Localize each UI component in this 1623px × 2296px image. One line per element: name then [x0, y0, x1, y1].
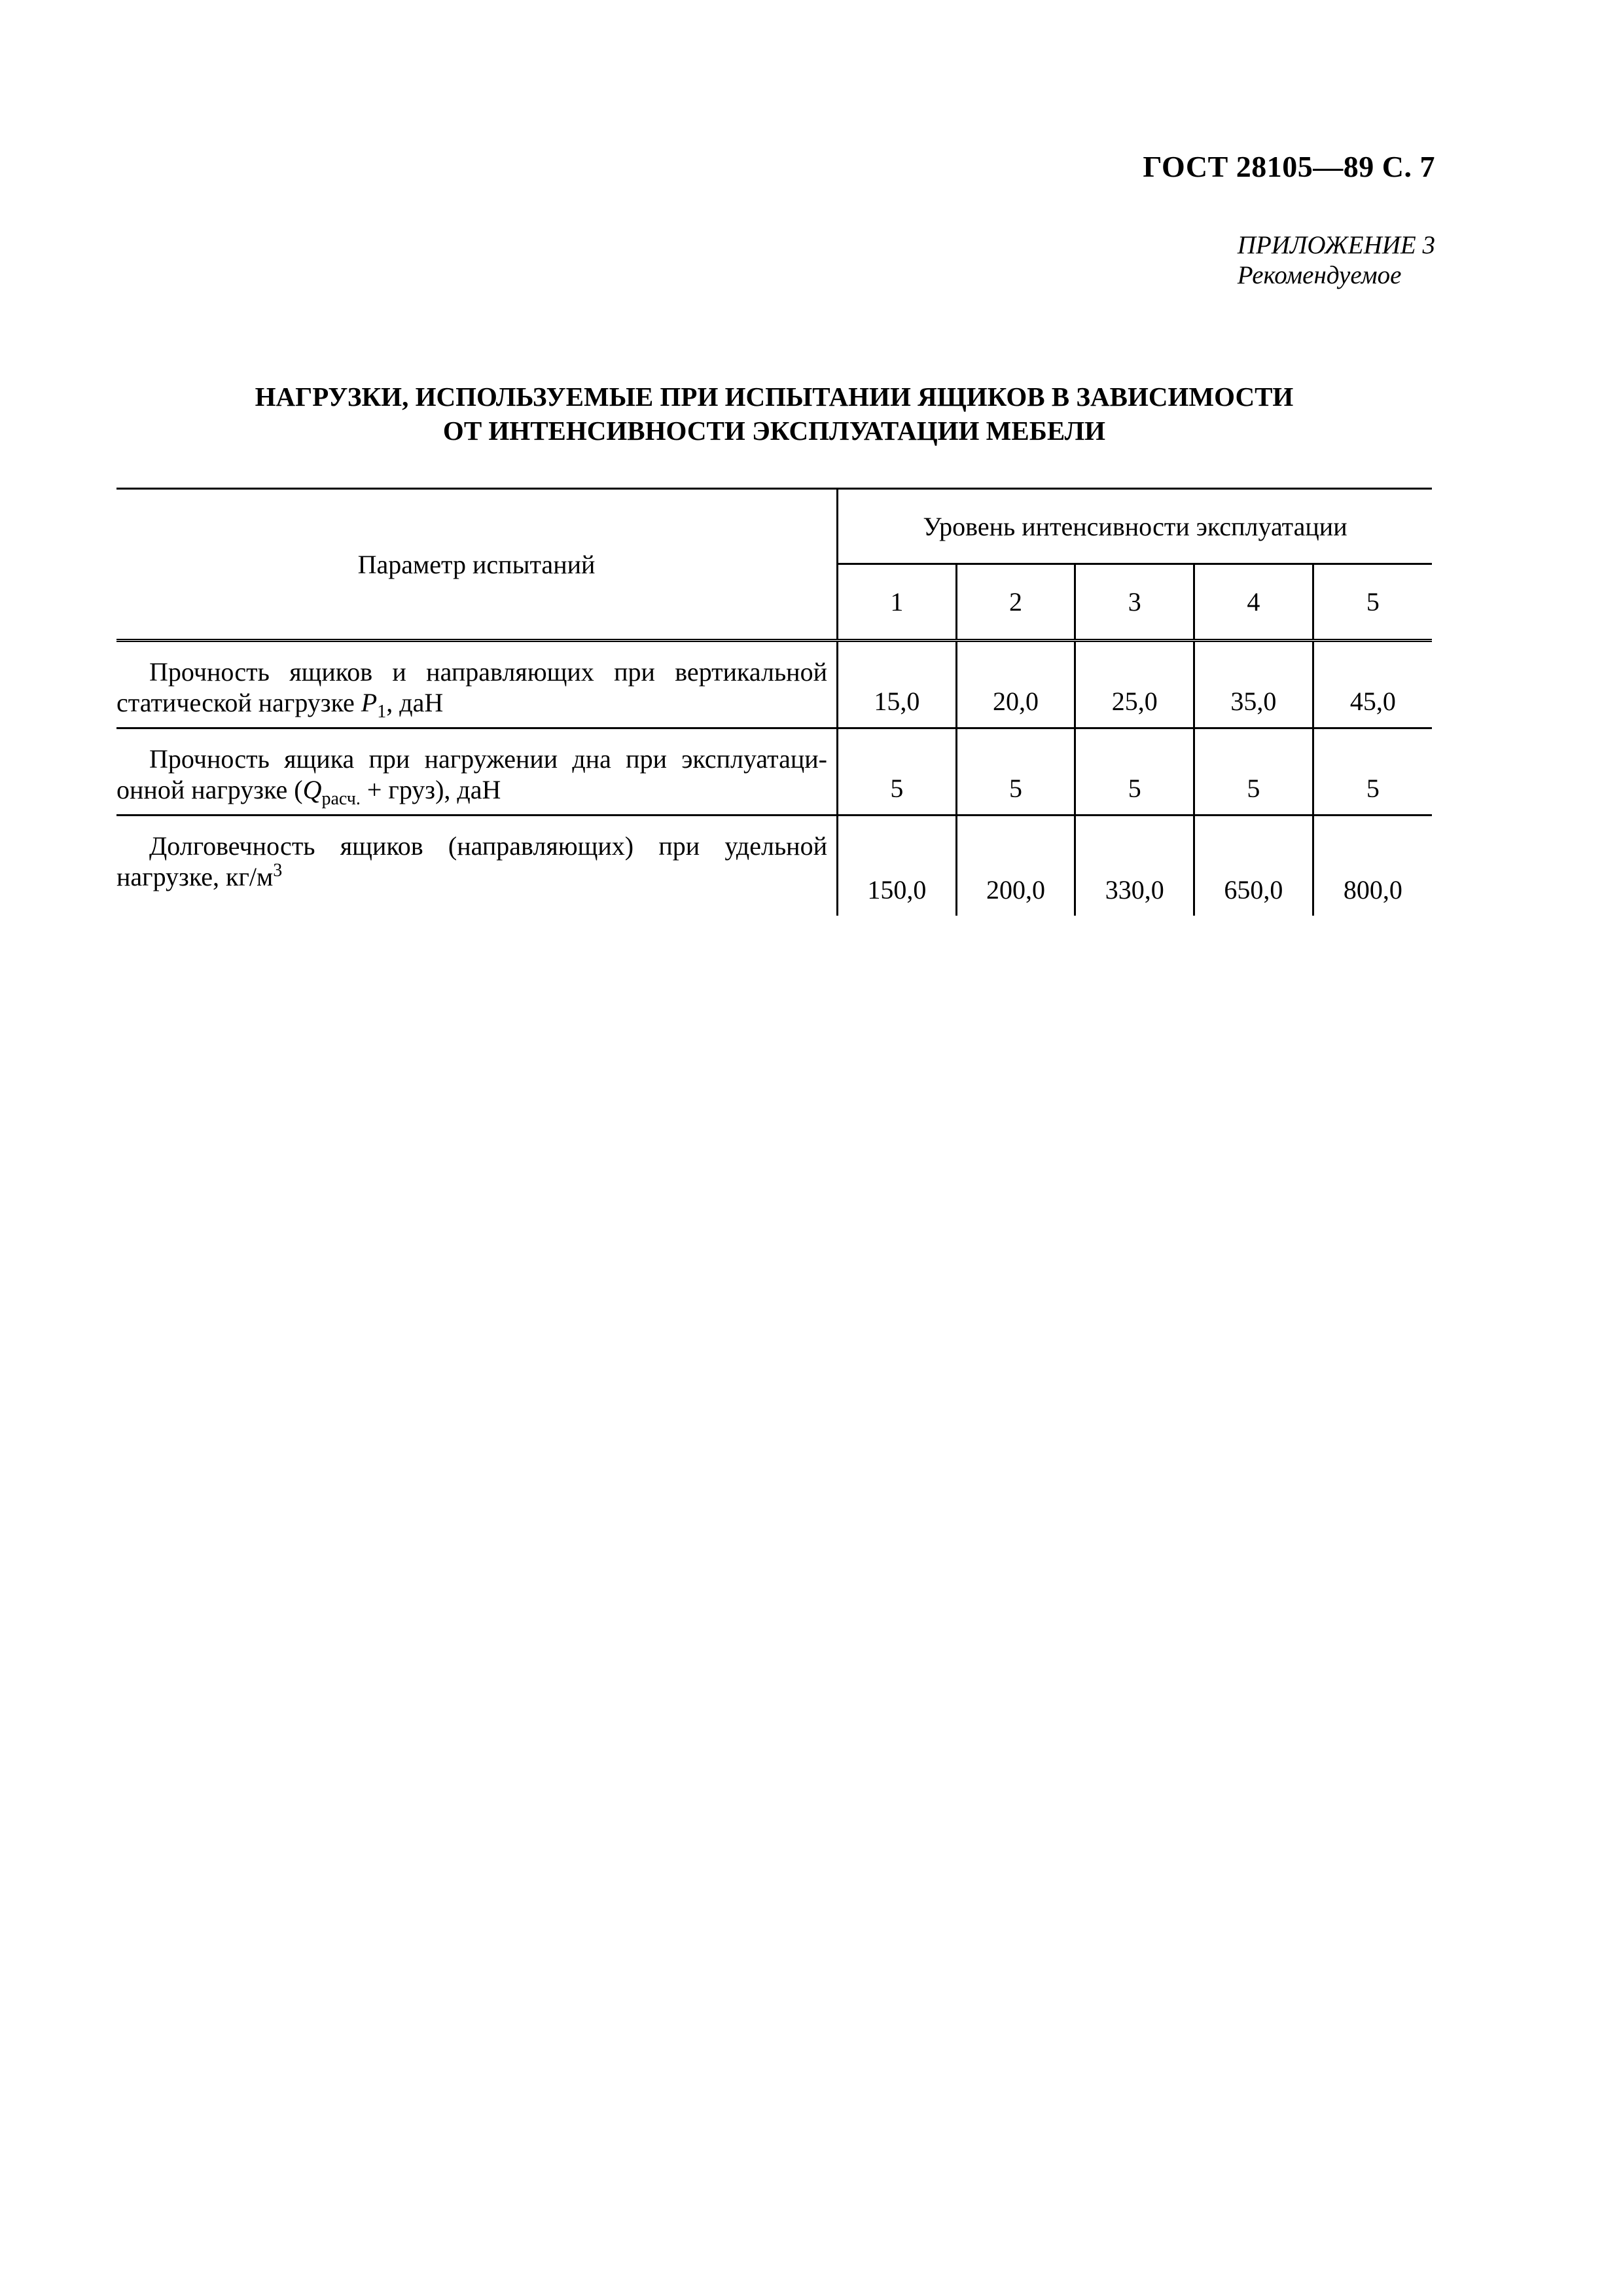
param-cell — [116, 728, 838, 816]
level-header-2: 2 — [956, 564, 1075, 641]
param-text: Прочность ящиков и направляющих при вертикальной статической нагрузке — [116, 657, 827, 717]
table-row — [116, 641, 1432, 728]
param-text: Долговечность ящиков (направляющих) при удельной нагрузке, кг/м — [116, 831, 827, 891]
param-subscript: 1 — [377, 702, 387, 722]
loads-table — [116, 488, 1432, 916]
param-unit: , даН — [386, 688, 444, 717]
param-column-header: Параметр испытаний — [116, 489, 838, 641]
param-symbol: Q — [302, 775, 322, 804]
value-cell: 800,0 — [1343, 875, 1402, 905]
value-cell: 5 — [1313, 728, 1432, 816]
appendix-label: ПРИЛОЖЕНИЕ 3 — [1237, 231, 1435, 259]
value-cell: 650,0 — [1194, 816, 1313, 916]
value-cell: 20,0 — [956, 641, 1075, 728]
table-row — [116, 816, 1432, 916]
param-unit: + груз), даН — [360, 775, 501, 804]
level-header-4: 4 — [1194, 564, 1313, 641]
param-cell — [116, 641, 838, 728]
value-cell: 35,0 — [1194, 641, 1313, 728]
value-cell: 5 — [956, 728, 1075, 816]
value-cell: 5 — [1194, 728, 1313, 816]
value-cell: 150,0 — [838, 816, 957, 916]
table-header-row — [116, 489, 1432, 564]
value-cell: 15,0 — [838, 641, 957, 728]
param-subscript: расч. — [321, 789, 361, 809]
param-superscript: 3 — [273, 860, 283, 881]
level-header-1: 1 — [838, 564, 957, 641]
value-cell: 45,0 — [1313, 641, 1432, 728]
table-row — [116, 728, 1432, 816]
param-symbol: P — [361, 688, 378, 717]
value-cell: 200,0 — [956, 816, 1075, 916]
table-title-line-1: НАГРУЗКИ, ИСПОЛЬЗУЕМЫЕ ПРИ ИСПЫТАНИИ ЯЩИКОВ В ЗАВИСИМОСТИ — [255, 382, 1294, 412]
table-title — [116, 380, 1432, 448]
value-cell: 5 — [1075, 728, 1194, 816]
param-text: Прочность ящика при нагружении дна при эксплуатационной нагрузке ( — [116, 744, 827, 804]
appendix-block — [1238, 230, 1435, 291]
level-header-3: 3 — [1075, 564, 1194, 641]
table-title-line-2: ОТ ИНТЕНСИВНОСТИ ЭКСПЛУАТАЦИИ МЕБЕЛИ — [442, 416, 1106, 446]
param-cell — [116, 816, 838, 916]
appendix-status: Рекомендуемое — [1237, 261, 1402, 289]
value-cell: 25,0 — [1075, 641, 1194, 728]
value-cell: 5 — [838, 728, 957, 816]
level-column-header: Уровень интенсивности эксплуатации — [838, 489, 1433, 564]
document-reference: ГОСТ 28105—89 С. 7 — [1143, 150, 1435, 183]
value-cell: 330,0 — [1075, 816, 1194, 916]
level-header-5: 5 — [1313, 564, 1432, 641]
